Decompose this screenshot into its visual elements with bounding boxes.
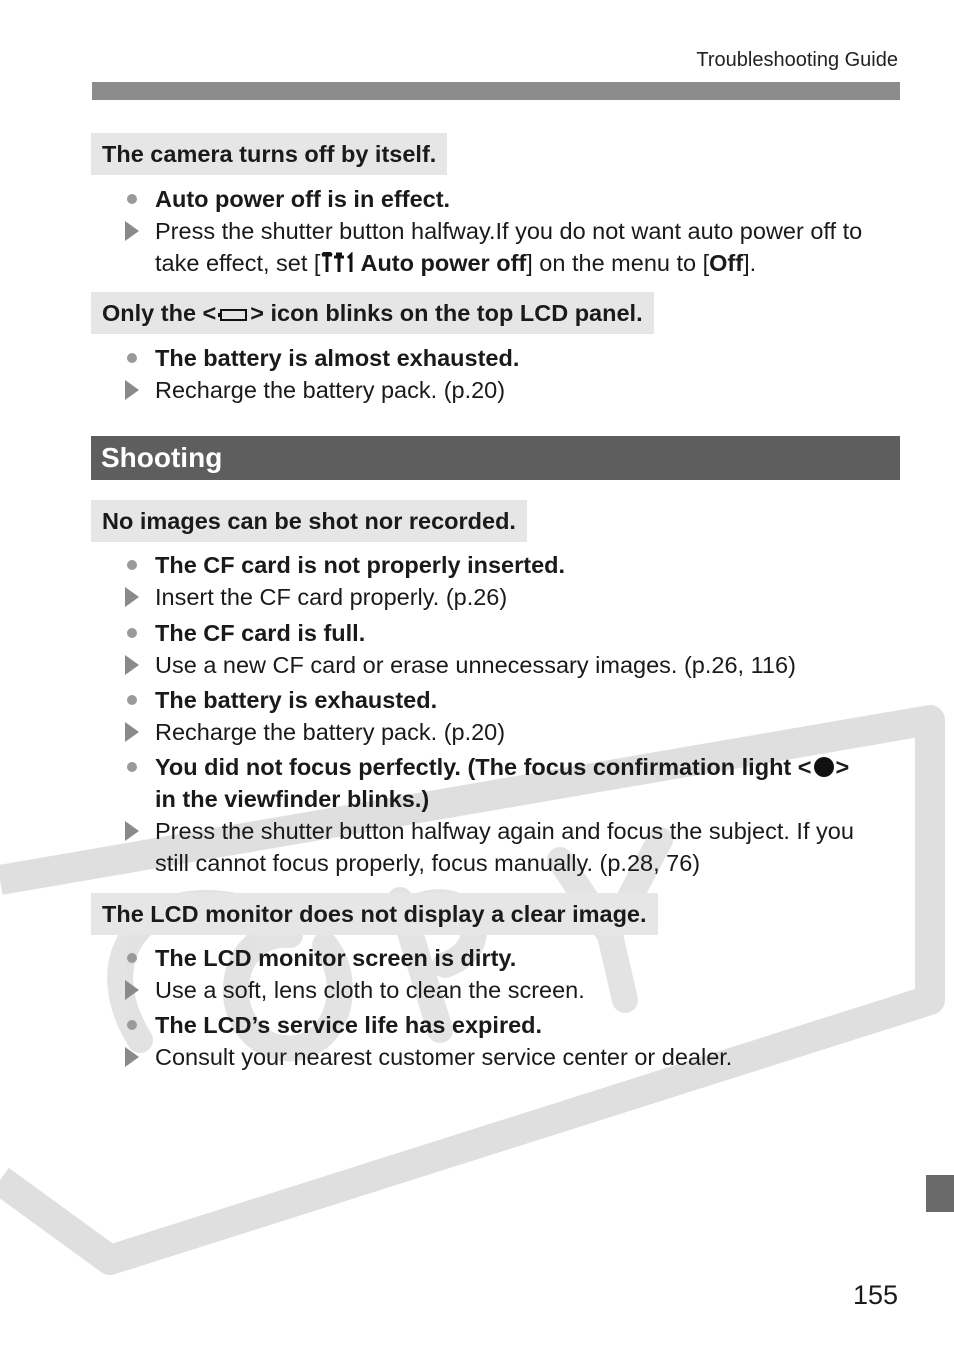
header-rule: [92, 82, 900, 100]
page-number: 155: [852, 1280, 898, 1310]
remedy-refocus: Press the shutter button halfway again and focus the subject. If you still cannot focus properly, focus manually. (p.28, 76): [155, 815, 885, 879]
setup-menu-icon: [320, 252, 356, 274]
arrow-icon: [121, 974, 145, 1006]
bullet-icon: [121, 183, 145, 215]
arrow-icon: [121, 581, 145, 613]
remedy-insert-cf: Insert the CF card properly. (p.26): [155, 581, 900, 613]
bullet-icon: [121, 942, 145, 974]
heading-lcd-not-clear: The LCD monitor does not display a clear image.: [91, 893, 658, 935]
remedy-auto-power-off: Press the shutter button halfway.If you do not want auto power off to take effect, set [ Auto power off] on the menu to [Off].: [155, 215, 900, 279]
battery-icon: [218, 308, 248, 322]
bullet-icon: [121, 342, 145, 374]
bullet-icon: [121, 1009, 145, 1041]
bullet-icon: [121, 684, 145, 716]
remedy-clean-lcd: Use a soft, lens cloth to clean the screen.: [155, 974, 900, 1006]
arrow-icon: [121, 374, 145, 406]
heading-battery-icon-blinks: Only the < > icon blinks on the top LCD panel.: [91, 292, 654, 334]
cause-lcd-life-expired: The LCD’s service life has expired.: [155, 1009, 900, 1041]
bullet-icon: [121, 751, 145, 783]
cause-lcd-dirty: The LCD monitor screen is dirty.: [155, 942, 900, 974]
cause-battery-almost-exhausted: The battery is almost exhausted.: [155, 342, 900, 374]
arrow-icon: [121, 649, 145, 681]
focus-confirmation-dot-icon: [814, 757, 834, 777]
bullet-icon: [121, 617, 145, 649]
cause-focus-not-perfect: You did not focus perfectly. (The focus confirmation light < > in the viewfinder blinks.): [155, 751, 875, 815]
heading-camera-turns-off: The camera turns off by itself.: [91, 133, 447, 175]
remedy-new-cf: Use a new CF card or erase unnecessary images. (p.26, 116): [155, 649, 900, 681]
remedy-recharge-battery: Recharge the battery pack. (p.20): [155, 374, 900, 406]
cause-battery-exhausted: The battery is exhausted.: [155, 684, 900, 716]
running-head: Troubleshooting Guide: [696, 49, 898, 71]
cause-cf-full: The CF card is full.: [155, 617, 900, 649]
arrow-icon: [121, 1041, 145, 1073]
arrow-icon: [121, 215, 145, 247]
cause-auto-power-off: Auto power off is in effect.: [155, 183, 900, 215]
remedy-consult-service: Consult your nearest customer service center or dealer.: [155, 1041, 900, 1073]
chapter-tab: [926, 1175, 954, 1212]
section-title-shooting: Shooting: [91, 436, 900, 480]
cause-cf-not-inserted: The CF card is not properly inserted.: [155, 549, 900, 581]
arrow-icon: [121, 716, 145, 748]
remedy-recharge-battery-2: Recharge the battery pack. (p.20): [155, 716, 900, 748]
heading-no-images-recorded: No images can be shot nor recorded.: [91, 500, 527, 542]
arrow-icon: [121, 815, 145, 847]
bullet-icon: [121, 549, 145, 581]
